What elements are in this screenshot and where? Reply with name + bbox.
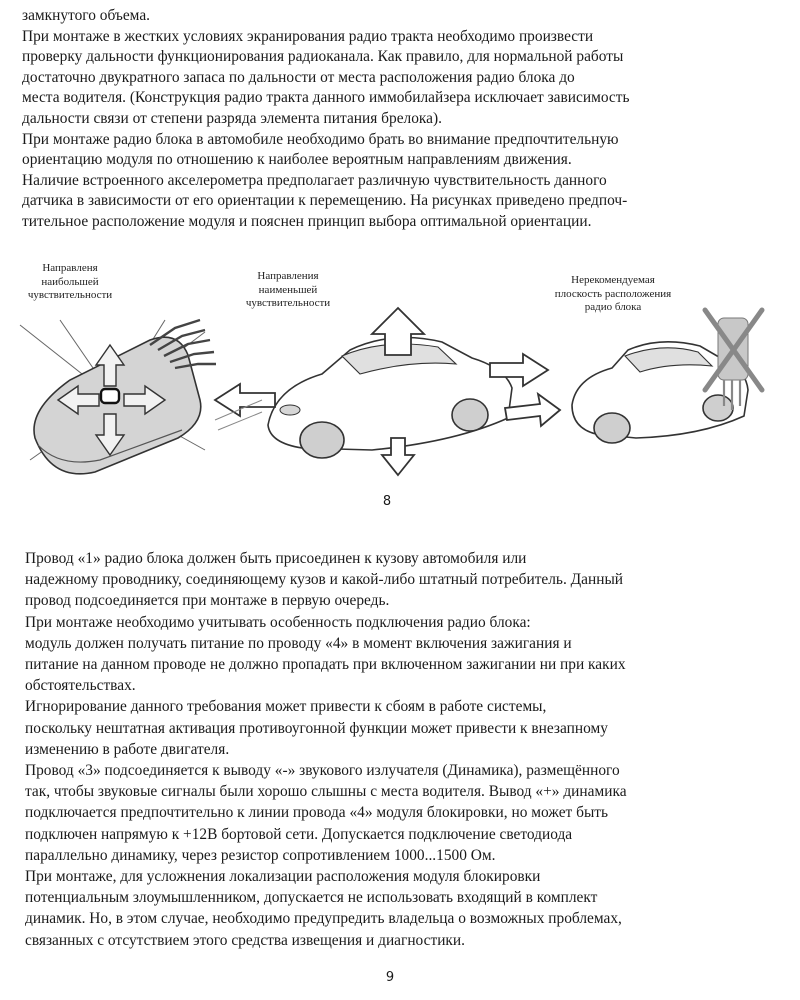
paragraph-line: подключен напрямую к +12В бортовой сети. Допускается подключение светодиода [25,825,573,843]
paragraph-line: Провод «1» радио блока должен быть присоединен к кузову автомобиля или [25,550,527,567]
paragraph-line: При монтаже, для усложнения локализации расположения модуля блокировки [25,868,541,886]
paragraph-line: ориентацию модуля по отношению к наиболее вероятным направлениям движения. [22,151,572,169]
car-wheel-front [300,422,344,458]
paragraph-line: динамик. Но, в этом случае, необходимо предупредить владельца о возможных проблемах, [25,910,622,928]
figure-label-max-sensitivity: Направленя наибольшей чувствительности [27,262,113,301]
page-8-text [22,6,782,233]
figure-label-not-recommended: Нерекомендуемая плоскость расположения радио блока [554,274,672,313]
paragraph-line: связанных с отсутствием этого средства извещения и диагностики. [25,931,465,949]
paragraph-line: провод подсоединяется при монтаже в первую очередь. [25,592,390,610]
paragraph-line: подключается предпочтительно к линии провода «4» модуля блокировки, но может быть [25,804,609,822]
paragraph-line: надежному проводнику, соединяющему кузов и какой-либо штатный потребитель. Данный [25,571,624,589]
car-direction-figure [215,308,560,475]
paragraph-line: изменению в работе двигателя. [25,740,230,758]
not-recommended-figure [572,310,762,443]
paragraph-line: модуль должен получать питание по проводу «4» в момент включения зажигания и [25,634,572,652]
paragraph-line: Провод «3» подсоединяется к выводу «-» звукового излучателя (Динамика), размещённого [25,762,620,780]
car-headlight [280,405,300,415]
paragraph-line: питание на данном проводе не должно пропадать при включенном зажигании ни при каких [25,656,626,674]
paragraph-line: поскольку нештатная активация противоугонной функции может привести к внезапному [25,719,608,737]
paragraph-line: датчика в зависимости от его ориентации к перемещению. На рисунках приведено предпоч- [22,192,628,210]
paragraph-line: проверку дальности функционирования радиоканала. Как правило, для нормальной работы [22,48,624,66]
paragraph-line: При монтаже в жестких условиях экранирования радио тракта необходимо произвести [22,27,594,45]
car-wheel-rear [703,395,733,421]
paragraph-line: тительное расположение модуля и пояснен принцип выбора оптимальной ориентации. [22,212,592,230]
paragraph-line: Игнорирование данного требования может привести к сбоям в работе системы, [25,698,547,716]
paragraph-line: так, чтобы звуковые сигналы были хорошо слышны с места водителя. Вывод «+» динамика [25,783,627,801]
paragraph-line: обстоятельствах. [25,677,136,695]
figure-label-min-sensitivity: Направления наименьшей чувствительности [245,270,331,309]
paragraph-line: достаточно двукратного запаса по дальности от места расположения радио блока до [22,68,575,86]
page-number: 9 [385,970,395,985]
car-wheel-front [594,413,630,443]
paragraph-line: потенциальным злоумышленником, допускается не использовать входящий в комплект [25,889,598,907]
page-number: 8 [382,494,392,509]
paragraph-line: дальности связи от степени разряда элемента питания брелока). [22,109,442,127]
paragraph-line: замкнутого объема. [22,7,150,24]
page-9-text [25,548,785,951]
paragraph-line: При монтаже радио блока в автомобиле необходимо брать во внимание предпочтительную [22,130,619,148]
paragraph-line: При монтаже необходимо учитывать особенность подключения радио блока: [25,613,531,631]
orientation-figures [0,250,800,480]
paragraph-line: места водителя. (Конструкция радио тракта данного иммобилайзера исключает зависимость [22,89,630,107]
car-wheel-rear [452,399,488,431]
paragraph-line: параллельно динамику, через резистор сопротивлением 1000...1500 Ом. [25,846,496,864]
module-figure [20,320,216,474]
paragraph-line: Наличие встроенного акселерометра предполагает различную чувствительность данного [22,171,607,189]
module-sensor-marker [101,389,119,403]
manual-page-9 [0,548,800,1000]
